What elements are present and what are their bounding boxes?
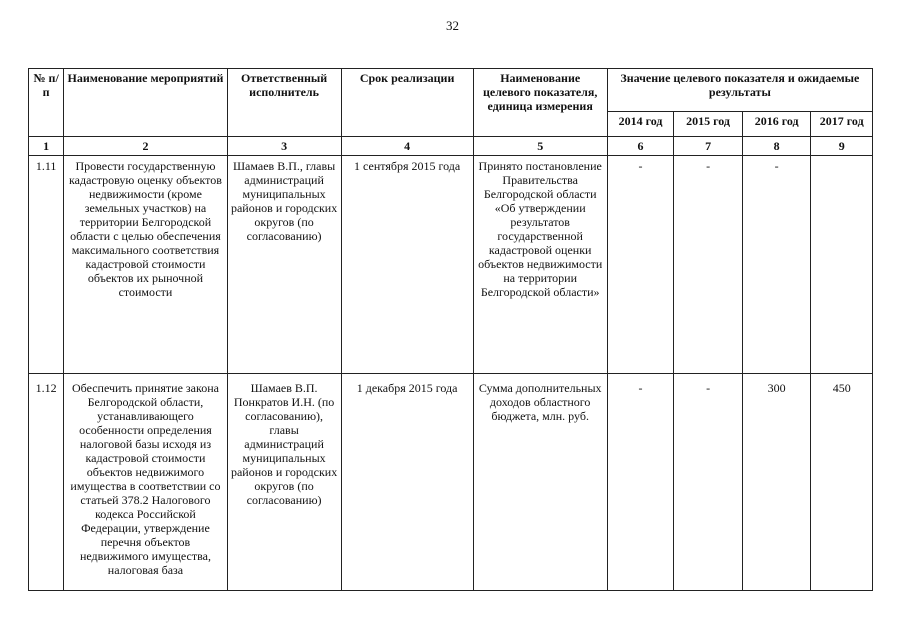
header-values-group: Значение целевого показателя и ожидаемые результаты [607, 69, 872, 112]
implementation-term: 1 декабря 2015 года [341, 374, 473, 591]
table-row [29, 156, 873, 374]
header-term: Срок реализации [341, 69, 473, 137]
value-2014: - [607, 156, 674, 374]
column-number: 6 [607, 137, 674, 156]
column-number: 5 [473, 137, 607, 156]
column-number: 9 [811, 137, 873, 156]
value-2015: - [674, 156, 743, 374]
value-2014: - [607, 374, 674, 591]
column-number: 3 [227, 137, 341, 156]
measure-name: Провести государственную кадастровую оценку объектов недвижимости (кроме земельных участков) на территории Белгородской области с целью обеспечения максимального соответствия кадастровой стоимости объектов их рыночной стоимости [64, 156, 227, 374]
responsible-executor: Шамаев В.П., главы администраций муниципальных районов и городских округов (по согласованию) [227, 156, 341, 374]
measure-name: Обеспечить принятие закона Белгородской области, устанавливающего особенности определения налоговой базы исходя из кадастровой стоимости объектов недвижимого имущества в соответствии со статьей 378.2 Налогового кодекса Российской Федерации, утверждение перечня объектов недвижимого имущества, налоговая база [64, 374, 227, 591]
target-indicator: Сумма дополнительных доходов областного бюджета, млн. руб. [473, 374, 607, 591]
column-number: 4 [341, 137, 473, 156]
header-year-2017: 2017 год [811, 112, 873, 137]
header-name: Наименование мероприятий [64, 69, 227, 137]
implementation-term: 1 сентября 2015 года [341, 156, 473, 374]
header-year-2015: 2015 год [674, 112, 743, 137]
value-2016: - [742, 156, 811, 374]
measures-table [28, 68, 873, 591]
target-indicator: Принято постановление Правительства Белгородской области «Об утверждении результатов государственной кадастровой оценки объектов недвижимости на территории Белгородской области» [473, 156, 607, 374]
row-number: 1.11 [29, 156, 64, 374]
page-number: 32 [446, 18, 459, 33]
header-year-2014: 2014 год [607, 112, 674, 137]
header-indicator: Наименование целевого показателя, единица измерения [473, 69, 607, 137]
header-responsible: Ответственный исполнитель [227, 69, 341, 137]
value-2017 [811, 156, 873, 374]
column-number: 8 [742, 137, 811, 156]
value-2016: 300 [742, 374, 811, 591]
row-number: 1.12 [29, 374, 64, 591]
table-row [29, 374, 873, 591]
value-2017: 450 [811, 374, 873, 591]
header-year-2016: 2016 год [742, 112, 811, 137]
value-2015: - [674, 374, 743, 591]
column-number: 2 [64, 137, 227, 156]
header-num: № п/п [29, 69, 64, 137]
column-number: 7 [674, 137, 743, 156]
responsible-executor: Шамаев В.П. Понкратов И.Н. (по согласованию), главы администраций муниципальных районов и городских округов (по согласованию) [227, 374, 341, 591]
column-number: 1 [29, 137, 64, 156]
